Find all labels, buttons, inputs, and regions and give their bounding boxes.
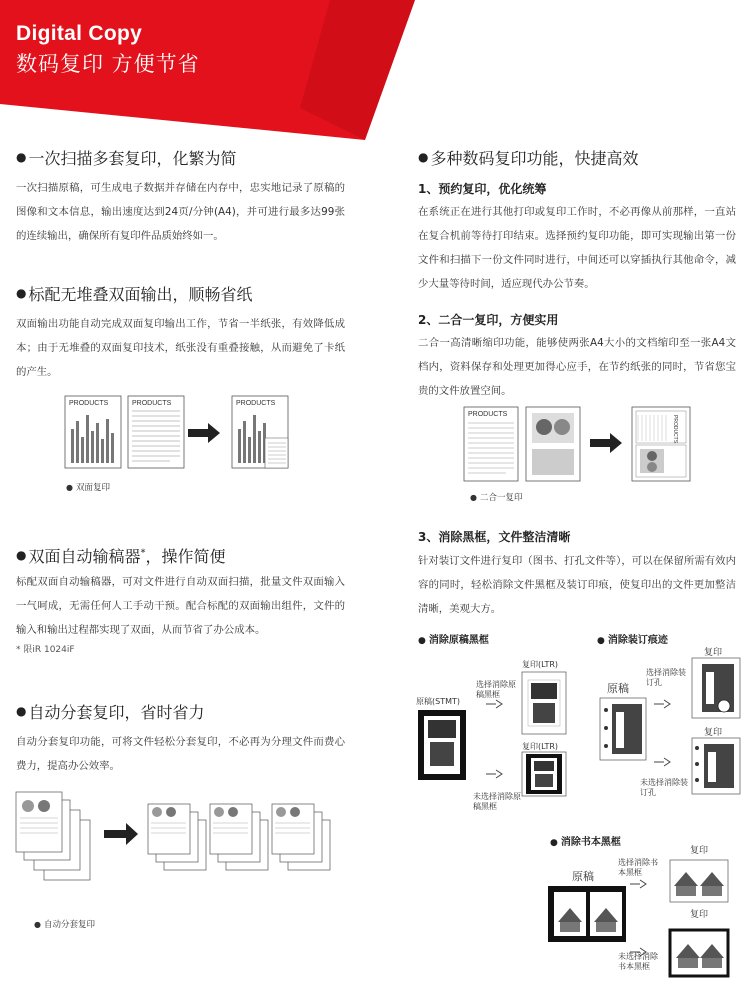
label-erase-holes-unselected: 未选择消除装订孔	[640, 778, 688, 797]
label-copy-c2: 复印	[690, 910, 709, 920]
label-erase-book-selected: 选择消除书本黑框	[618, 858, 658, 877]
svg-text:PRODUCTS: PRODUCTS	[69, 400, 109, 407]
body-2in1-copy: 二合一高清晰缩印功能，能够使两张A4大小的文档缩印至一张A4文档内，资料保存和处理更加得心应手，在节约纸张的同时，节省您宝贵的文件放置空间。	[418, 337, 736, 397]
label-copy-b2: 复印	[704, 728, 723, 738]
svg-text:PRODUCTS: PRODUCTS	[672, 415, 678, 444]
banner-title-en: Digital Copy	[16, 22, 143, 45]
erase-book-frame-figure	[544, 856, 734, 986]
figure-caption-auto-sort: ● 自动分套复印	[34, 920, 95, 930]
section-body-auto-sort: 自动分套复印功能，可将文件轻松分套复印，不必再为分理文件而费心费力，提高办公效率。	[16, 736, 345, 772]
svg-text:PRODUCTS: PRODUCTS	[468, 411, 508, 418]
subheading-erase-frame: 3、消除黑框，文件整洁清晰	[418, 530, 571, 544]
label-erase-frame-selected: 选择消除原稿黑框	[476, 680, 516, 699]
figure-caption-duplex: ● 双面复印	[66, 483, 110, 493]
header-banner	[0, 0, 750, 140]
sublabel-erase-original-frame: ● 消除原稿黑框	[418, 635, 489, 646]
label-original-c: 原稿	[572, 870, 594, 883]
label-original-stmt: 原稿(STMT)	[416, 697, 460, 706]
label-original-b: 原稿	[607, 682, 629, 695]
auto-sort-figure	[14, 790, 354, 890]
label-copy-b1: 复印	[704, 648, 723, 658]
erase-binding-figure	[596, 656, 746, 796]
label-copy-ltr-2: 复印(LTR)	[522, 742, 559, 751]
label-copy-c1: 复印	[690, 846, 709, 856]
label-erase-holes-selected: 选择消除装订孔	[646, 668, 686, 687]
subheading-reserve-copy: 1、预约复印，优化统筹	[418, 182, 547, 196]
body-erase-frame: 针对装订文件进行复印（图书、打孔文件等），可以在保留所需有效内容的同时，轻松消除文件黑框及装订印痕，使复印出的文件更加整洁清晰，美观大方。	[418, 555, 736, 615]
figure-caption-2in1: ● 二合一复印	[470, 493, 523, 503]
section-heading-scan-once: ● 一次扫描多套复印，化繁为简	[16, 149, 237, 168]
model-footnote: * 限iR 1024iF	[16, 645, 75, 655]
2in1-copy-figure	[462, 405, 692, 485]
section-body-duplex-output: 双面输出功能自动完成双面复印输出工作，节省一半纸张，有效降低成本；由于无堆叠的双面复印技术，纸张没有重叠接触，从而避免了卡纸的产生。	[16, 318, 345, 378]
section-heading-auto-sort: ● 自动分套复印，省时省力	[16, 703, 205, 722]
body-reserve-copy: 在系统正在进行其他打印或复印工作时，不必再像从前那样，一直站在复合机前等待打印结束。选择预约复印功能，即可实现输出第一份文件和扫描下一份文件同时进行，中间还可以穿插执行其他命令，减少大量等待时间，适应现代办公节奏。	[418, 206, 736, 290]
sublabel-erase-book-frame: ● 消除书本黑框	[550, 837, 621, 848]
svg-text:PRODUCTS: PRODUCTS	[236, 400, 276, 407]
label-copy-ltr-1: 复印(LTR)	[522, 660, 559, 669]
section-heading-duplex-output: ● 标配无堆叠双面输出，顺畅省纸	[16, 285, 253, 304]
label-erase-book-unselected: 未选择消除书本黑框	[618, 952, 658, 971]
section-body-duplex-adf: 标配双面自动输稿器，可对文件进行自动双面扫描，批量文件双面输入一气呵成，无需任何人工手动干预。配合标配的双面输出组件，文件的输入和输出过程都实现了双面，从而节省了办公成本。	[16, 576, 345, 636]
section-heading-duplex-adf: ● 双面自动输稿器*，操作简便	[16, 547, 226, 566]
section-body-scan-once: 一次扫描原稿，可生成电子数据并存储在内存中，忠实地记录了原稿的图像和文本信息，输出速度达到24页/分钟(A4)，并可进行最多达99张的连续输出，确保所有复印件品质始终如一。	[16, 182, 345, 242]
label-erase-frame-unselected: 未选择消除原稿黑框	[473, 792, 521, 811]
subheading-2in1-copy: 2、二合一复印，方便实用	[418, 313, 559, 327]
sublabel-erase-binding: ● 消除装订痕迹	[597, 635, 668, 646]
erase-original-frame-figure	[414, 668, 574, 798]
svg-text:PRODUCTS: PRODUCTS	[132, 400, 172, 407]
section-heading-digital-functions: ● 多种数码复印功能，快捷高效	[418, 149, 639, 168]
banner-title-cn: 数码复印 方便节省	[16, 52, 200, 76]
duplex-copy-figure	[60, 393, 290, 475]
